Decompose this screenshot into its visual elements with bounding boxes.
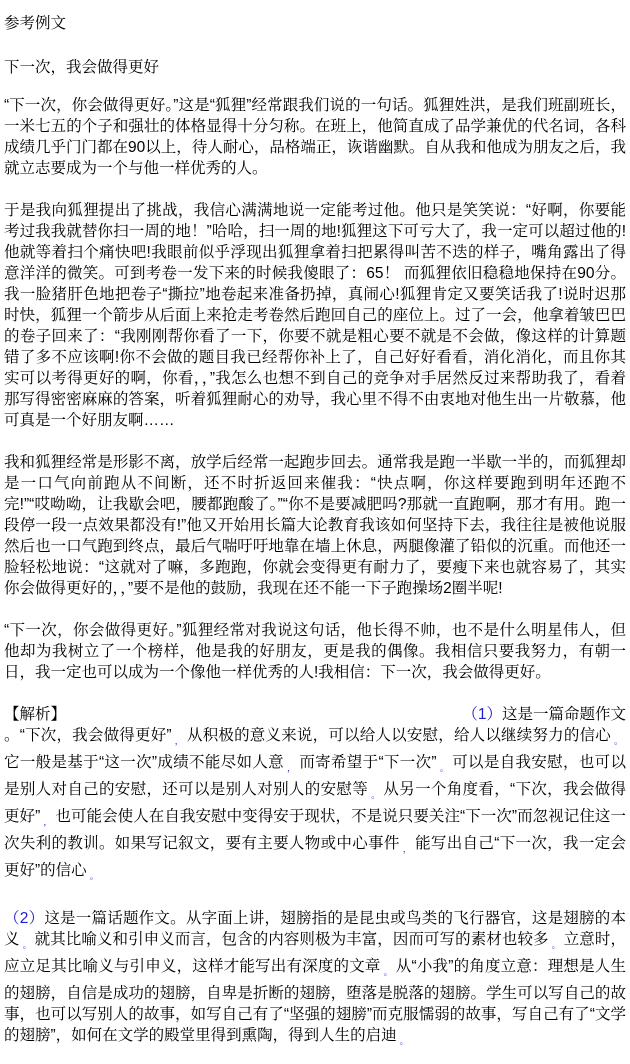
analysis-item1-body — [4, 725, 626, 887]
text-run: 从积极的意义来说，可以给人以安慰，给人以继续努力的信心 — [186, 727, 611, 744]
essay-paragraph: 我和狐狸经常是形影不离，放学后经常一起跑步回去。通常我是跑一半歇一半的，而狐狸却是一口气向前跑从不间断，还不时折返回来催我：“快点啊，你这样要跑到明年还跑不完!”“哎呦呦，让我歇会吧，腰都跑酸了。”“你不是要减肥吗?那就一直跑啊，那才有用。跑一段停一段一点效果都没有!”他又开始用长篇大论教育我该如何坚持下去，我往往是被他说服然后也一口气跑到终点，最后气喘吁吁地靠在墙上休息，两腿像灌了铅似的沉重。而他还一脸轻松地说：“这就对了嘛，多跑跑，你就会变得更有耐力了，要瘦下来也就容易了，其实你会做得更好的，，”要不是他的鼓励，我现在还不能一下子跑操场2圈半呢! — [4, 454, 626, 597]
text-run: 立意时，应立足其比喻义与引申义，这样才能写出有深度的文章 — [4, 931, 626, 975]
text-run: 它一般是基于“这一次”成绩不能尽如人意 — [4, 754, 284, 771]
essay-paragraph: “下一次，你会做得更好。”狐狸经常对我说这句话，他长得不帅，也不是什么明星伟人，但他却为我树立了一个榜样，他是我的好朋友，更是我的偶像。我相信只要我努力，有朝一日，我一定也可以成为一个像他一样优秀的人!我相信：下一次，我会做得更好。 — [4, 622, 626, 681]
essay-title: 下一次，我会做得更好 — [4, 59, 160, 76]
text-run: 。“下次，我会做得更好” — [4, 727, 172, 744]
text-run: ， — [174, 736, 184, 746]
text-run: 也可能会使人在自我安慰中变得安于现状，不是说只要关注“下一次”而忽视记住这一次失利的教训。如果写记叙文，要有主要人物或中心事件 — [4, 808, 626, 852]
analysis-section — [4, 704, 626, 1052]
analysis-item1-intro: 这是一篇命题作文 — [501, 706, 626, 723]
essay-paragraph: “下一次，你会做得更好。”这是“狐狸”经常跟我们说的一句话。狐狸姓洪，是我们班副班长，一米七五的个子和强壮的体格显得十分匀称。在班上，他简直成了品学兼优的代名词，各科成绩几乎门门都在90以上，待人耐心，品格端正，诙谐幽默。自从我和他成为朋友之后，我就立志要成为一个与他一样优秀的人。 — [4, 97, 626, 177]
text-run: 。 — [383, 967, 393, 977]
analysis-header-label: 【解析】 — [4, 706, 67, 723]
text-run: ， — [43, 817, 53, 827]
text-run: 。 — [439, 763, 450, 773]
text-run: 。 — [551, 940, 561, 950]
text-run: 。 — [22, 940, 32, 950]
text-run: 就其比喻义和引申义而言，包含的内容则极为丰富，因而可写的素材也较多 — [34, 931, 549, 948]
text-run: 可以是自我安慰，也可以是别人对自己的安慰，还可以是别人对别人的安慰等 — [4, 754, 626, 798]
text-run: ， — [402, 844, 413, 854]
text-run: 从“小我”的角度立意：理想是人生的翅膀，自信是成功的翅膀，自卑是折断的翅膀，堕落是脱落的翅膀。学生可以写自己的故事，也可以写别人的故事，如写自己有了“坚强的翅膀”而克服懦弱的故事，写自己有了“文学的翅膀”，如何在文学的殿堂里得到熏陶，得到人生的启迪 — [4, 958, 626, 1044]
text-run: 。 — [371, 790, 381, 800]
text-run: （2） — [4, 910, 45, 927]
text-run: 。 — [399, 1036, 409, 1046]
essay-paragraph: 于是我向狐狸提出了挑战，我信心满满地说一定能考过他。他只是笑笑说：“好啊，你要能考过我我就替你扫一周的地！”哈哈，扫一周的地!狐狸这下可亏大了，我一定可以超过他的!他就等着扫个痛快吧!我眼前似乎浮现出狐狸拿着扫把累得叫苦不迭的样子，嘴角露出了得意洋洋的微笑。可到考卷一发下来的时候我傻眼了：65！ 而狐狸依旧稳稳地保持在90分。我一脸猪肝色地把卷子“撕拉”地卷起来准备扔掉，真闹心!狐狸肯定又要笑话我了!说时迟那时快，狐狸一个箭步从后面上来抢走考卷然后跑回自己的座位上。过了一会，他拿着皱巴巴的卷子回来了：“我刚刚帮你看了一下，你要不就是粗心要不就是不会做，像这样的计算题错了多不应该啊!你不会做的题目我已经帮你补上了，自己好好看看，消化消化，而且你其实可以考得更好的啊，你看，，”我怎么也想不到自己的竞争对手居然反过来帮助我了，看着那写得密密麻麻的答案，听着狐狸耐心的劝导，我心里不得不由衷地对他生出一片敬慕，他可真是一个好朋友啊…… — [4, 202, 626, 429]
text-run: 。 — [613, 736, 623, 746]
text-run: 从另一个角度看，“下次，我会做得更好” — [4, 781, 626, 825]
text-run: ， — [287, 763, 297, 773]
text-run: 能写出自己“下一次，我一定会更好”的信心 — [4, 835, 626, 879]
text-run: 这是一篇话题作文。从字面上讲，翅膀指的是昆虫或鸟类的飞行器官，这是翅膀的本义 — [4, 910, 626, 948]
analysis-header-line — [4, 704, 626, 725]
analysis-item1-number: （1） — [462, 706, 502, 723]
text-run: 。 — [89, 871, 99, 881]
analysis-item2-body — [4, 908, 626, 1052]
analysis-item1-lead — [462, 704, 626, 725]
section-heading: 参考例文 — [4, 15, 67, 32]
text-run: 而寄希望于“下一次” — [299, 754, 437, 771]
